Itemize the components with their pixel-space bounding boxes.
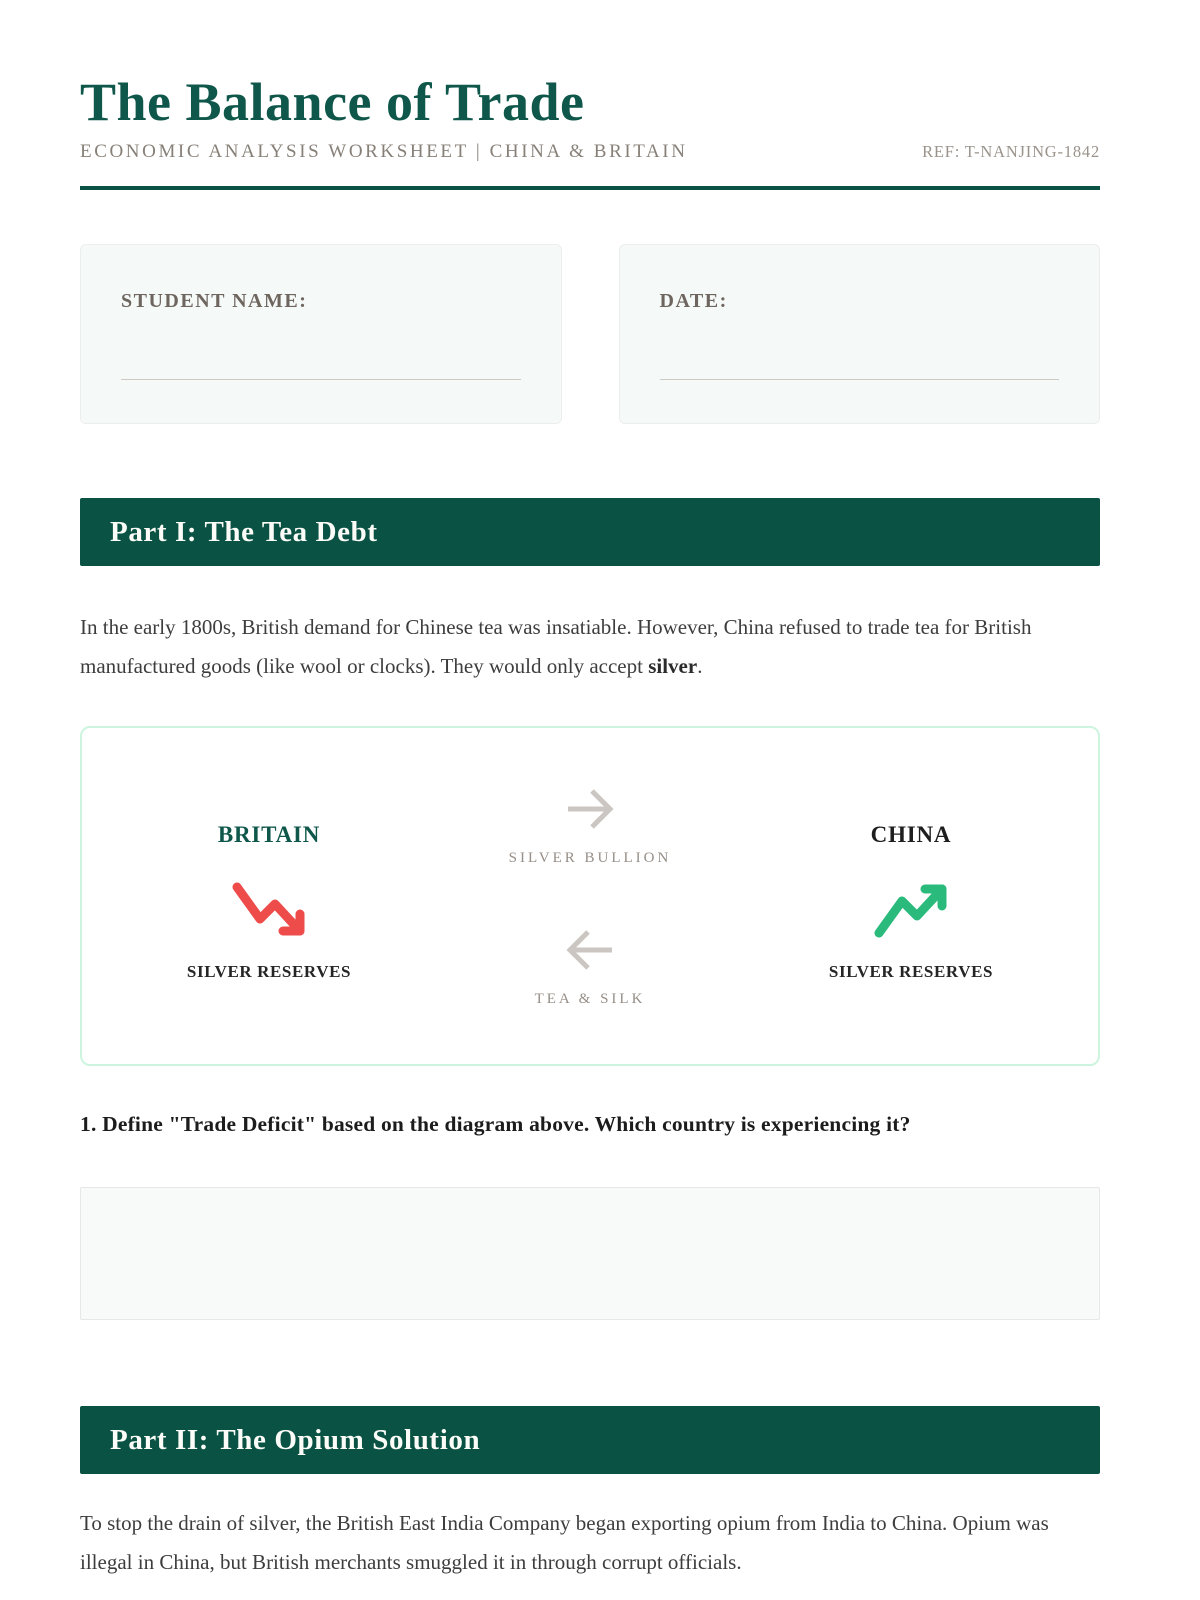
china-label: CHINA <box>870 822 952 848</box>
trending-up-icon <box>874 880 948 940</box>
silver-bullion-flow <box>509 778 672 867</box>
part1-intro-paragraph <box>80 608 1100 686</box>
part2-title: Part II: The Opium Solution <box>110 1423 481 1456</box>
silver-bullion-label: SILVER BULLION <box>508 850 672 867</box>
trending-down-icon <box>232 880 306 940</box>
reference-code: REF: T-NANJING-1842 <box>922 142 1100 162</box>
date-label: DATE: <box>659 290 728 313</box>
china-reserves-label: SILVER RESERVES <box>828 962 994 982</box>
part2-intro-paragraph: To stop the drain of silver, the British East India Company began exporting opium from India to China. Opium was illegal in China, but British merchants smuggled it in through corrupt officials. <box>80 1511 1049 1575</box>
student-name-box <box>80 244 562 424</box>
date-box <box>619 244 1101 424</box>
question1-answer-box[interactable] <box>80 1187 1100 1320</box>
arrow-right-icon <box>558 778 622 840</box>
student-name-write-line[interactable] <box>121 379 521 380</box>
header <box>80 72 1100 190</box>
header-divider <box>80 186 1100 190</box>
china-column <box>786 778 1036 1064</box>
part1-intro-bold: silver <box>648 654 698 679</box>
part1-title: Part I: The Tea Debt <box>110 515 378 548</box>
part1-banner <box>80 498 1100 566</box>
page-title: The Balance of Trade <box>80 72 585 132</box>
tea-silk-label: TEA & SILK <box>534 991 646 1008</box>
part1-intro-text: In the early 1800s, British demand for Chinese tea was insatiable. However, China refused to trade tea for British manufactured goods (like wool or clocks). They would only accept <box>80 615 1032 679</box>
tea-silk-flow <box>535 919 646 1008</box>
student-name-label: STUDENT NAME: <box>121 290 308 313</box>
subtitle: ECONOMIC ANALYSIS WORKSHEET | CHINA & BRITAIN <box>80 141 688 163</box>
arrow-left-icon <box>558 919 622 981</box>
date-write-line[interactable] <box>660 379 1060 380</box>
subtitle-row <box>80 141 1100 163</box>
part1-intro-end: . <box>697 654 703 679</box>
question1-text: 1. Define "Trade Deficit" based on the diagram above. Which country is experiencing it? <box>80 1112 911 1137</box>
trade-flows-column <box>485 778 695 1064</box>
trade-flow-diagram <box>80 726 1100 1066</box>
britain-label: BRITAIN <box>217 822 321 848</box>
student-info-row <box>80 244 1100 424</box>
britain-reserves-label: SILVER RESERVES <box>186 962 352 982</box>
britain-column <box>144 778 394 1064</box>
part2-banner <box>80 1406 1100 1474</box>
